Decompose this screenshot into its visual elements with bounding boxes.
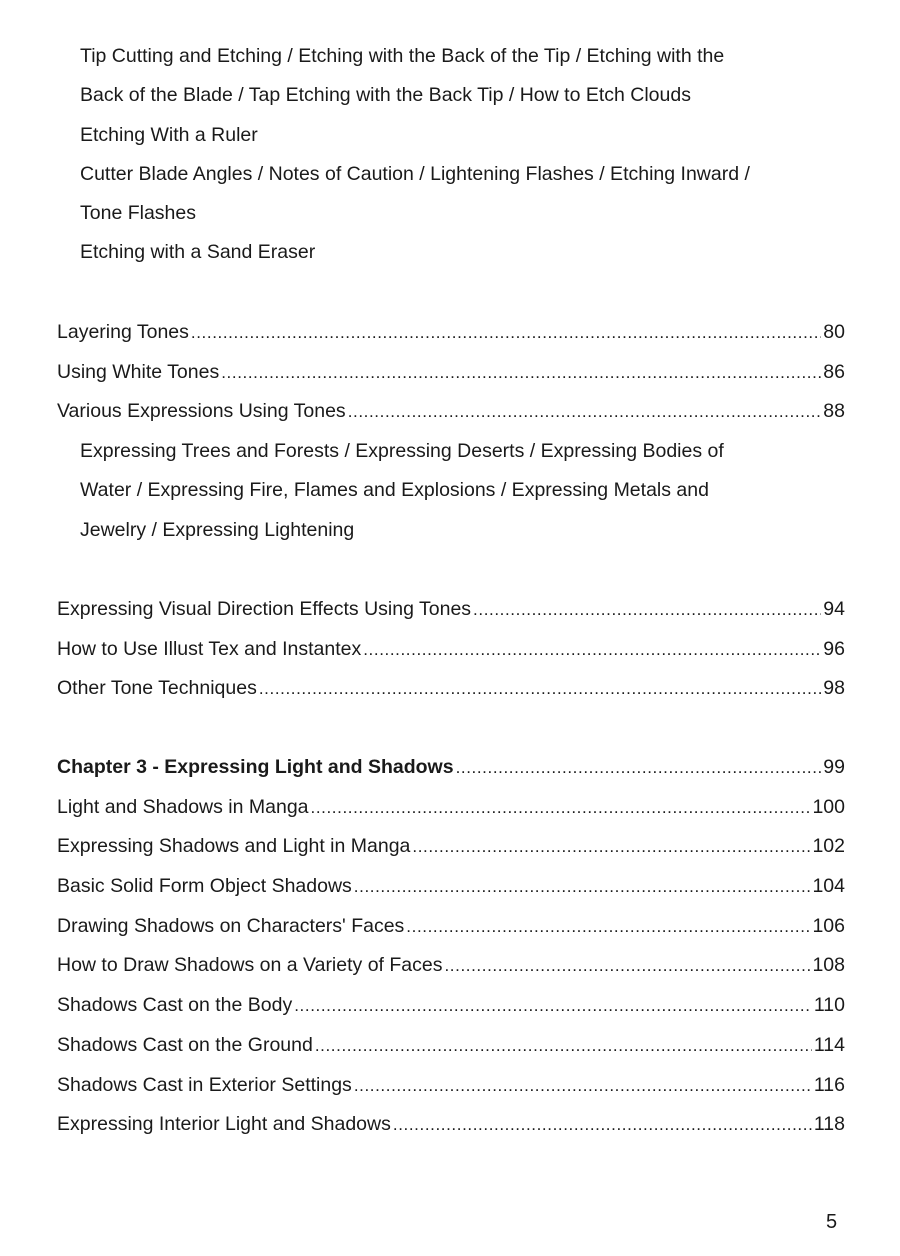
entry-title: Expressing Interior Light and Shadows bbox=[57, 1113, 391, 1136]
entry-title: How to Draw Shadows on a Variety of Faces bbox=[57, 954, 443, 977]
entry-page-number: 100 bbox=[812, 795, 845, 818]
subtopic-line: Tone Flashes bbox=[80, 202, 196, 225]
dot-leader bbox=[406, 907, 810, 947]
entry-title: Light and Shadows in Manga bbox=[57, 795, 309, 818]
dot-leader bbox=[294, 986, 812, 1026]
dot-leader bbox=[348, 392, 822, 432]
toc-entry-body-shadows[interactable] bbox=[57, 986, 845, 1026]
dot-leader bbox=[311, 788, 811, 828]
toc-entry-chapter-3[interactable] bbox=[57, 748, 845, 788]
entry-page-number: 86 bbox=[823, 360, 845, 383]
subtopic-line: Etching With a Ruler bbox=[80, 123, 258, 146]
dot-leader bbox=[259, 669, 821, 709]
subtopic-line: Expressing Trees and Forests / Expressing Deserts / Expressing Bodies of bbox=[80, 440, 724, 462]
entry-title: How to Use Illust Tex and Instantex bbox=[57, 637, 362, 660]
dot-leader bbox=[191, 313, 821, 353]
toc-entry-visual-direction[interactable] bbox=[57, 590, 845, 630]
entry-title: Shadows Cast on the Ground bbox=[57, 1033, 313, 1056]
tone-entries-2 bbox=[57, 590, 845, 709]
chapter-page-number: 99 bbox=[823, 756, 845, 778]
toc-entry-expressing-shadows[interactable] bbox=[57, 827, 845, 867]
entry-page-number: 116 bbox=[813, 1073, 845, 1096]
tone-entries bbox=[57, 313, 845, 432]
subtopic-line: Cutter Blade Angles / Notes of Caution / Lightening Flashes / Etching Inward / bbox=[80, 162, 750, 185]
entry-page-number: 108 bbox=[812, 954, 845, 977]
expression-subtopics bbox=[80, 432, 850, 550]
dot-leader bbox=[456, 748, 822, 788]
toc-entry-interior-light[interactable] bbox=[57, 1105, 845, 1145]
entry-title: Basic Solid Form Object Shadows bbox=[57, 875, 352, 898]
entry-page-number: 94 bbox=[823, 598, 845, 620]
dot-leader bbox=[354, 1066, 812, 1106]
chapter3-section bbox=[57, 748, 845, 1145]
etching-subtopics bbox=[80, 37, 850, 273]
toc-entry-exterior-shadows[interactable] bbox=[57, 1066, 845, 1106]
subtopic-line: Tip Cutting and Etching / Etching with the Back of the Tip / Etching with the bbox=[80, 45, 725, 67]
page-number: 5 bbox=[826, 1211, 838, 1233]
subtopic-line: Jewelry / Expressing Lightening bbox=[80, 518, 355, 541]
dot-leader bbox=[412, 827, 810, 867]
entry-page-number: 110 bbox=[813, 994, 845, 1017]
toc-entry-solid-form-shadows[interactable] bbox=[57, 867, 845, 907]
toc-entry-light-and-shadows[interactable] bbox=[57, 788, 845, 828]
toc-entry-other-tone-techniques[interactable] bbox=[57, 669, 845, 709]
dot-leader bbox=[315, 1026, 812, 1066]
dot-leader bbox=[393, 1105, 812, 1145]
entry-page-number: 106 bbox=[812, 914, 845, 937]
entry-title: Shadows Cast on the Body bbox=[57, 994, 293, 1017]
toc-entry-layering-tones[interactable] bbox=[57, 313, 845, 353]
subtopic-line: Back of the Blade / Tap Etching with the Back Tip / How to Etch Clouds bbox=[80, 84, 691, 107]
entry-page-number: 96 bbox=[823, 637, 845, 660]
chapter-title: Chapter 3 - Expressing Light and Shadows bbox=[57, 756, 454, 778]
entry-page-number: 80 bbox=[823, 321, 845, 343]
entry-page-number: 102 bbox=[812, 835, 845, 858]
dot-leader bbox=[363, 630, 821, 670]
entry-page-number: 118 bbox=[813, 1113, 845, 1136]
toc-entry-faces-shadows[interactable] bbox=[57, 907, 845, 947]
entry-title: Layering Tones bbox=[57, 321, 189, 343]
toc-entry-variety-faces[interactable] bbox=[57, 946, 845, 986]
entry-title: Drawing Shadows on Characters' Faces bbox=[57, 914, 405, 937]
dot-leader bbox=[473, 590, 821, 630]
entry-title: Expressing Visual Direction Effects Using Tones bbox=[57, 598, 472, 620]
entry-title: Shadows Cast in Exterior Settings bbox=[57, 1073, 352, 1096]
entry-title: Other Tone Techniques bbox=[57, 677, 257, 700]
toc-entry-various-expressions[interactable] bbox=[57, 392, 845, 432]
entry-title: Using White Tones bbox=[57, 360, 220, 383]
dot-leader bbox=[221, 353, 821, 393]
entry-page-number: 114 bbox=[813, 1033, 845, 1056]
dot-leader bbox=[444, 946, 810, 986]
toc-entry-illust-tex[interactable] bbox=[57, 630, 845, 670]
subtopic-line: Etching with a Sand Eraser bbox=[80, 241, 316, 264]
entry-title: Expressing Shadows and Light in Manga bbox=[57, 835, 411, 858]
subtopic-line: Water / Expressing Fire, Flames and Explosions / Expressing Metals and bbox=[80, 479, 709, 502]
entry-page-number: 98 bbox=[823, 677, 845, 700]
entry-title: Various Expressions Using Tones bbox=[57, 400, 346, 423]
entry-page-number: 88 bbox=[823, 400, 845, 423]
toc-entry-ground-shadows[interactable] bbox=[57, 1026, 845, 1066]
entry-page-number: 104 bbox=[812, 875, 845, 898]
toc-entry-using-white-tones[interactable] bbox=[57, 353, 845, 393]
dot-leader bbox=[354, 867, 811, 907]
